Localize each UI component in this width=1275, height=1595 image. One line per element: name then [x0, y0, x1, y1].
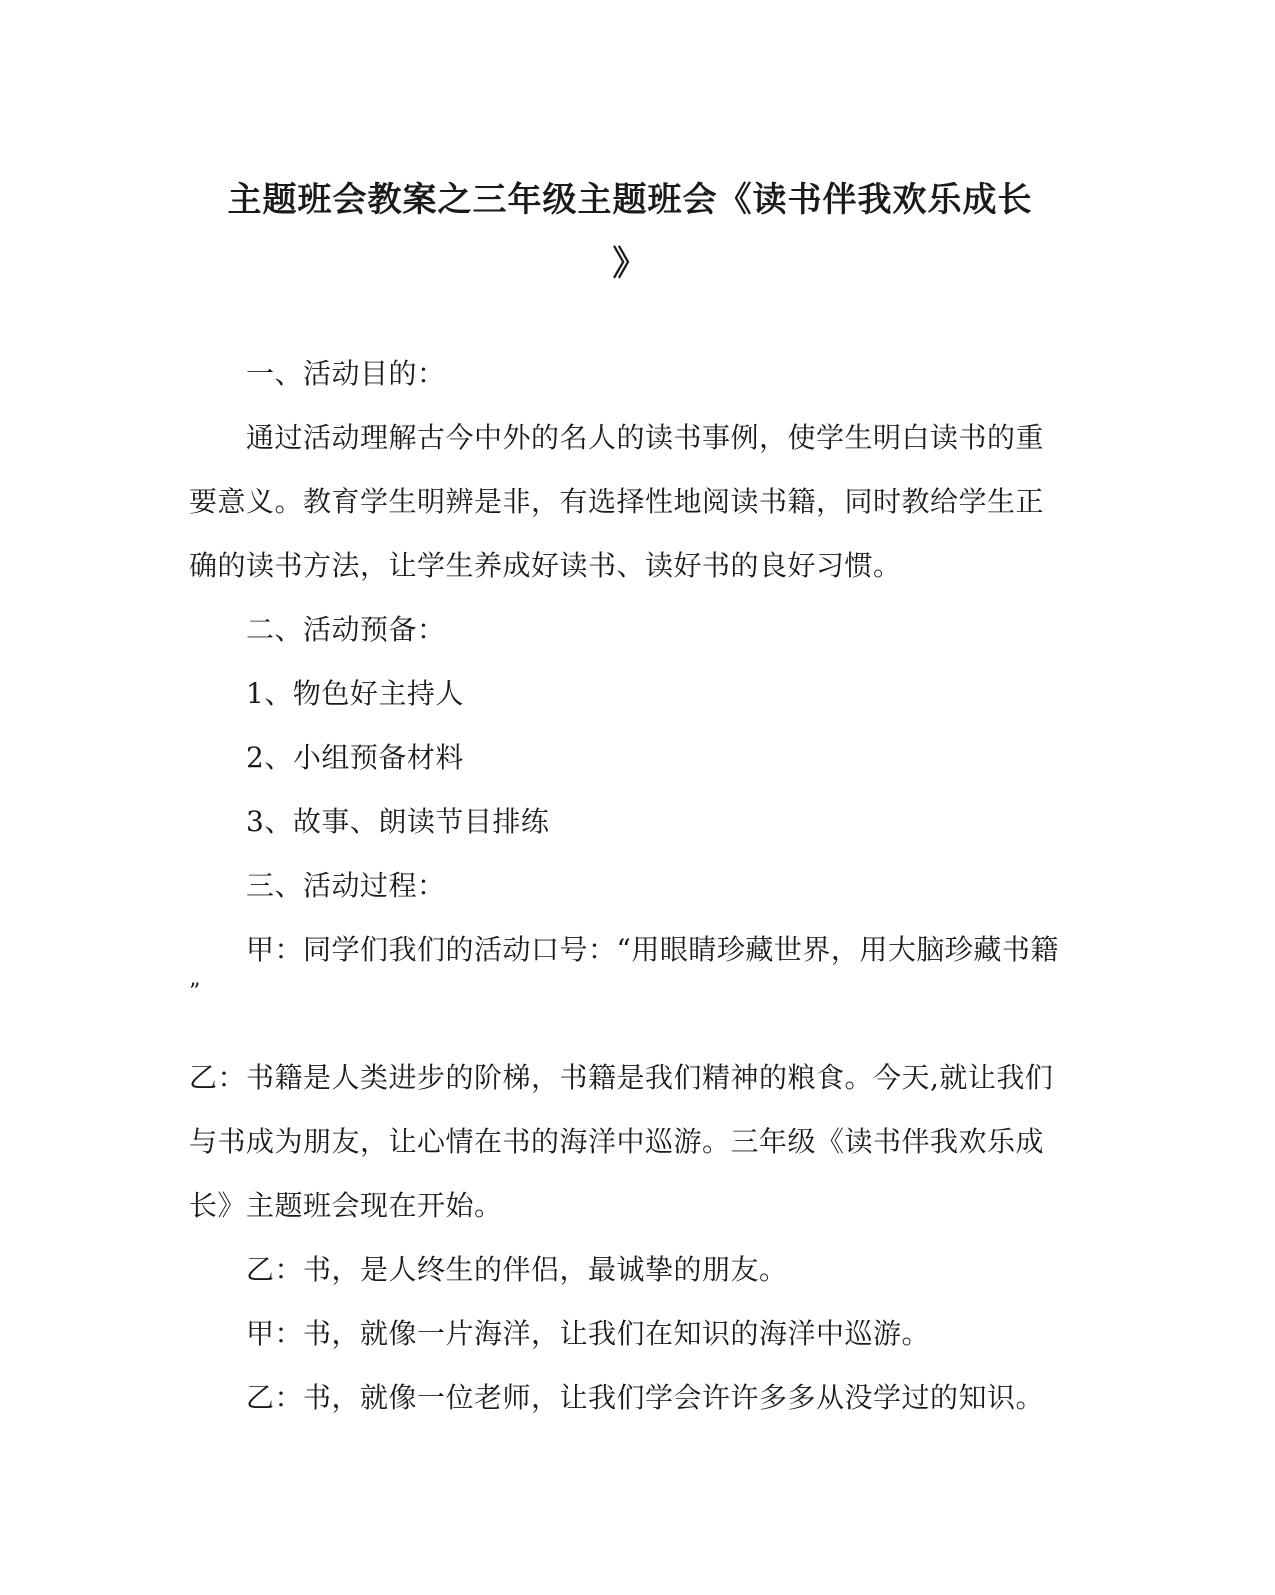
document-title-line-2: 》 — [612, 244, 648, 284]
list-item: 2、小组预备材料 — [246, 741, 464, 774]
list-item: 1、物色好主持人 — [246, 677, 464, 710]
section-heading-purpose: 一、活动目的： — [246, 357, 446, 390]
dialogue-line: 乙：书，是人终生的伴侣，最诚挚的朋友。 — [246, 1253, 788, 1286]
document-title-line-1: 主题班会教案之三年级主题班会《读书伴我欢乐成长 — [227, 180, 1033, 220]
paragraph-line: 要意义。教育学生明辨是非，有选择性地阅读书籍，同时教给学生正 — [189, 485, 1045, 518]
paragraph-line: 确的读书方法，让学生养成好读书、读好书的良好习惯。 — [189, 549, 902, 582]
dialogue-line: 甲：同学们我们的活动口号：“用眼睛珍藏世界，用大脑珍藏书籍 — [246, 933, 1059, 966]
dialogue-line-continuation: ” — [189, 980, 201, 1005]
dialogue-line: 乙：书，就像一位老师，让我们学会许许多多从没学过的知识。 — [246, 1381, 1045, 1414]
dialogue-line: 长》主题班会现在开始。 — [189, 1189, 503, 1222]
list-item: 3、故事、朗读节目排练 — [246, 805, 550, 838]
section-heading-preparation: 二、活动预备： — [246, 613, 446, 646]
paragraph-line: 通过活动理解古今中外的名人的读书事例，使学生明白读书的重 — [246, 421, 1045, 454]
dialogue-line: 乙：书籍是人类进步的阶梯，书籍是我们精神的粮食。今天,就让我们 — [189, 1061, 1054, 1094]
dialogue-line: 甲：书，就像一片海洋，让我们在知识的海洋中巡游。 — [246, 1317, 931, 1350]
section-heading-process: 三、活动过程： — [246, 869, 446, 902]
dialogue-line: 与书成为朋友，让心情在书的海洋中巡游。三年级《读书伴我欢乐成 — [189, 1125, 1045, 1158]
